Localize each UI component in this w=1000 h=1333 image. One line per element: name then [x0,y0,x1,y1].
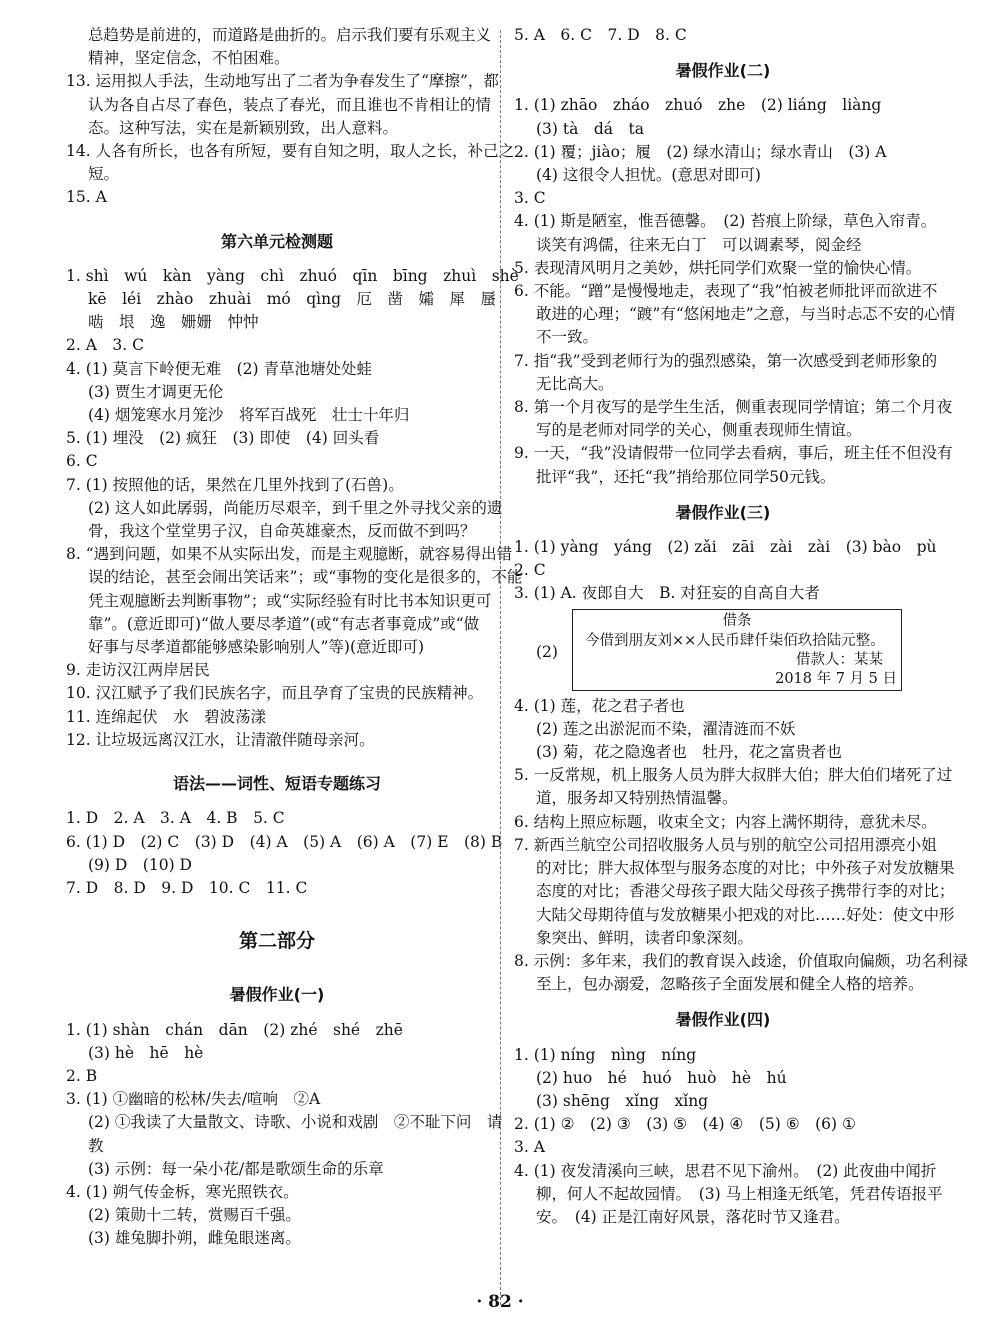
answer-line: 1. shì wú kàn yàng chì zhuó qīn bīng zhuì shè [66,266,519,285]
spacer [66,795,488,807]
answer-line: (3) 菊，花之隐逸者也 牡丹，花之富贵者也 [536,743,842,762]
answer-line: 14. 人各有所长，也各有所短，要有自知之明，取人之长，补己之 [66,142,515,161]
spacer [514,996,932,1008]
spacer [514,1032,932,1044]
answer-line: 误的结论，甚至会闹出笑话来”；或“事物的变化是很多的，不能 [88,568,523,587]
right-column [514,24,968,1229]
section-title: 语法——词性、短语专题练习 [172,774,381,794]
answer-line: 的对比；胖大叔体型与服务态度的对比；中外孩子对发放糖果 [536,859,955,878]
note-label: (2) [536,642,558,661]
answer-line: 4. (1) 夜发清溪向三峡，思君不见下渝州。 (2) 此夜曲中闻折 [514,1161,937,1180]
answer-line: 7. 指“我”受到老师行为的强烈感染，第一次感受到老师形象的 [514,351,938,370]
spacer [66,752,488,772]
answer-line: 3. (1) A. 夜郎自大 B. 对狂妄的自高自大者 [514,584,820,603]
answer-line: (3) tà dá ta [536,119,644,138]
answer-line: 态。这种写法，实在是新颖别致，出人意料。 [88,118,399,137]
answer-line: (3) shēng xǐng xǐng [536,1091,709,1110]
answer-line: 5. A 6. C 7. D 8. C [514,26,687,44]
spacer [514,524,932,536]
answer-line: (4) 这很令人担忧。(意思对即可) [536,166,761,185]
answer-line: 4. (1) 莫言下岭便无难 (2) 青草池塘处处蛙 [66,359,372,378]
answer-line: 安。 (4) 正是江南好风景，落花时节又逢君。 [536,1207,850,1226]
answer-line: 谈笑有鸿儒，往来无白丁 可以调素琴，阅金经 [536,235,862,254]
answer-line: 5. 一反常规，机上服务人员为胖大叔胖大伯；胖大伯们堵死了过 [514,766,953,785]
section-title: 暑假作业(四) [675,1010,771,1030]
spacer [514,489,932,501]
left-column [66,24,523,1251]
section-title: 暑假作业(三) [675,502,771,522]
answer-line: (3) 雄兔脚扑朔，雌兔眼迷离。 [88,1229,301,1248]
answer-line: 8. 示例：多年来，我们的教育误入歧途，价值取向偏颇，功名利禄 [514,951,968,970]
answer-line: 11. 连绵起伏 水 碧波荡漾 [66,707,267,726]
answer-line: 4. (1) 莲，花之君子者也 [514,696,685,715]
answer-line: 敢进的心理；“踱”有“悠闲地走”之意，与当时忐忑不安的心情 [536,305,956,324]
answer-line: 2. A 3. C [66,336,144,355]
answer-line: 骨，我这个堂堂男子汉，自命英雄豪杰，反而做不到吗？ [88,522,476,541]
answer-line: 1. D 2. A 3. A 4. B 5. C [66,809,285,828]
answer-line: (2) 这人如此孱弱，尚能历尽艰辛，到千里之外寻找父亲的遗 [88,498,503,517]
answer-line: (4) 烟笼寒水月笼沙 将军百战死 壮士十年归 [88,406,410,425]
note-signer: 借款人：某某 [796,651,883,668]
answer-line: 6. 不能。“蹭”是慢慢地走，表现了“我”怕被老师批评而欲进不 [514,282,938,301]
answer-line: (3) 贾生才调更无伦 [88,382,224,401]
spacer [66,1007,488,1019]
answer-line: 2. B [66,1066,98,1085]
answer-line: 8. 第一个月夜写的是学生生活，侧重表现同学情谊；第二个月夜 [514,398,953,417]
answer-line: 12. 让垃圾远离汉江水，让清澈伴随母亲河。 [66,730,375,749]
answer-line: 靠”。(意近即可)“做人要尽孝道”(或“有志者事竟成”或“做 [88,614,480,633]
answer-line: (3) hè hē hè [88,1043,204,1062]
spacer [514,47,932,59]
answer-line: 短。 [88,165,120,184]
answer-line: (2) 莲之出淤泥而不染，濯清涟而不妖 [536,719,796,738]
answer-line: 6. (1) D (2) C (3) D (4) A (5) A (6) A (7) E (8) B [66,832,503,851]
answer-line: 2. (1) ② (2) ③ (3) ⑤ (4) ④ (5) ⑥ (6) ① [514,1115,856,1134]
answer-line: 道，服务却又特别热情温馨。 [536,789,738,808]
answer-line: (9) D (10) D [88,855,192,874]
section-title: 暑假作业(二) [675,61,771,81]
answer-line: 9. 走访汉江两岸居民 [66,661,210,680]
answer-line: 3. A [514,1138,545,1157]
section-title: 暑假作业(一) [229,985,325,1005]
answer-line: 10. 汉江赋予了我们民族名字，而且孕育了宝贵的民族精神。 [66,684,484,703]
note-title: 借条 [722,612,752,629]
answer-line: 6. 结构上照应标题，收束全文；内容上满怀期待，意犹未尽。 [514,812,937,831]
answer-line: 1. (1) zhāo zháo zhuó zhe (2) liáng liàng [514,96,882,115]
note-box [572,609,902,691]
answer-line: 2. C [514,561,546,580]
note-date: 2018 年 7 月 5 日 [775,670,897,687]
answer-line: 9. 一天，“我”没请假带一位同学去看病，事后，班主任不但没有 [514,444,953,463]
answer-line: 大陆父母期待值与发放糖果小把戏的对比……好处：使文中形 [536,905,955,924]
page-number: · 82 · [476,1292,524,1312]
answer-line: 3. (1) ①幽暗的松林/失去/喧响 ②A [66,1090,321,1109]
answer-line: 认为各自占尽了春色，装点了春光，而且谁也不肯相让的情 [88,95,492,114]
answer-line: 总趋势是前进的，而道路是曲折的。启示我们要有乐观主义 [88,26,492,44]
answer-line: 写的是老师对同学的关心，侧重表现师生情谊。 [536,421,862,440]
section-title: 第二部分 [238,930,315,953]
answer-line: 柳，何人不起故园情。 (3) 马上相逢无纸笔，凭君传语报平 [536,1184,943,1203]
answer-line: 教 [88,1136,104,1155]
answer-line: (2) huo hé huó huò hè hú [536,1068,787,1087]
answer-line: 3. C [514,189,546,208]
answer-line: 象突出、鲜明，读者印象深刻。 [536,928,754,947]
answer-line: 7. (1) 按照他的话，果然在几里外找到了(石兽)。 [66,475,404,494]
answer-line: (3) 示例：每一朵小花/都是歌颂生命的乐章 [88,1159,384,1178]
answer-line: kē léi zhào zhuài mó qìng 厄 凿 孀 犀 蜃 [88,290,497,309]
answer-line: 1. (1) shàn chán dān (2) zhé shé zhē [66,1020,403,1039]
spacer [66,253,488,265]
answer-line: 4. (1) 斯是陋室，惟吾德馨。 (2) 苔痕上阶绿，草色入帘青。 [514,212,937,231]
answer-line: 无比高大。 [536,374,614,393]
answer-line: 精神，坚定信念，不怕困难。 [88,49,290,68]
answer-line: 5. (1) 埋没 (2) 疯狂 (3) 即使 (4) 回头看 [66,429,380,448]
answer-line: 不一致。 [536,328,599,347]
answer-line: 啮 垠 逸 姗姗 忡忡 [88,313,259,332]
answer-line: 8. “遇到问题，如果不从实际出发，而是主观臆断，就容易得出错 [66,545,513,564]
answer-line: 批评“我”，还托“我”捎给那位同学50元钱。 [536,467,836,486]
answer-line: 2. (1) 覆；jiào；履 (2) 绿水清山；绿水青山 (3) A [514,142,887,161]
answer-line: 1. (1) níng nìng níng [514,1045,697,1064]
spacer [66,210,488,230]
answer-line: 5. 表现清风明月之美妙，烘托同学们欢聚一堂的愉快心情。 [514,258,922,277]
answer-line: 凭主观臆断去判断事物”；或“实际经验有时比书本知识更可 [88,591,492,610]
answer-line: 6. C [66,452,98,471]
column-divider [500,30,501,1305]
note-body: 今借到朋友刘××人民币肆仟柒佰玖拾陆元整。 [585,632,885,649]
spacer [66,953,488,983]
answer-line: (2) 策勋十二转，赏赐百千强。 [88,1206,301,1225]
answer-line: 13. 运用拟人手法，生动地写出了二者为争春发生了“摩擦”，都 [66,72,499,91]
spacer [514,82,932,94]
iou-note [514,609,932,695]
answer-line: 好事与尽孝道都能够感染影响别人”等)(意近即可) [88,638,425,657]
answer-line: 1. (1) yàng yáng (2) zǎi zāi zài zài (3) bào pù [514,538,937,557]
spacer [66,900,488,930]
answer-line: 4. (1) 朔气传金柝，寒光照铁衣。 [66,1182,299,1201]
answer-line: 7. 新西兰航空公司招收服务人员与别的航空公司招用漂亮小姐 [514,835,937,854]
answer-line: 态度的对比；香港父母孩子跟大陆父母孩子携带行李的对比； [536,882,955,901]
answer-line: 15. A [66,188,107,207]
answer-line: 7. D 8. D 9. D 10. C 11. C [66,878,308,897]
answer-line: (2) ①我读了大量散文、诗歌、小说和戏剧 ②不耻下问 请 [88,1113,503,1132]
section-title: 第六单元检测题 [220,231,333,251]
answer-line: 至上，包办溺爱，忽略孩子全面发展和健全人格的培养。 [536,975,924,994]
